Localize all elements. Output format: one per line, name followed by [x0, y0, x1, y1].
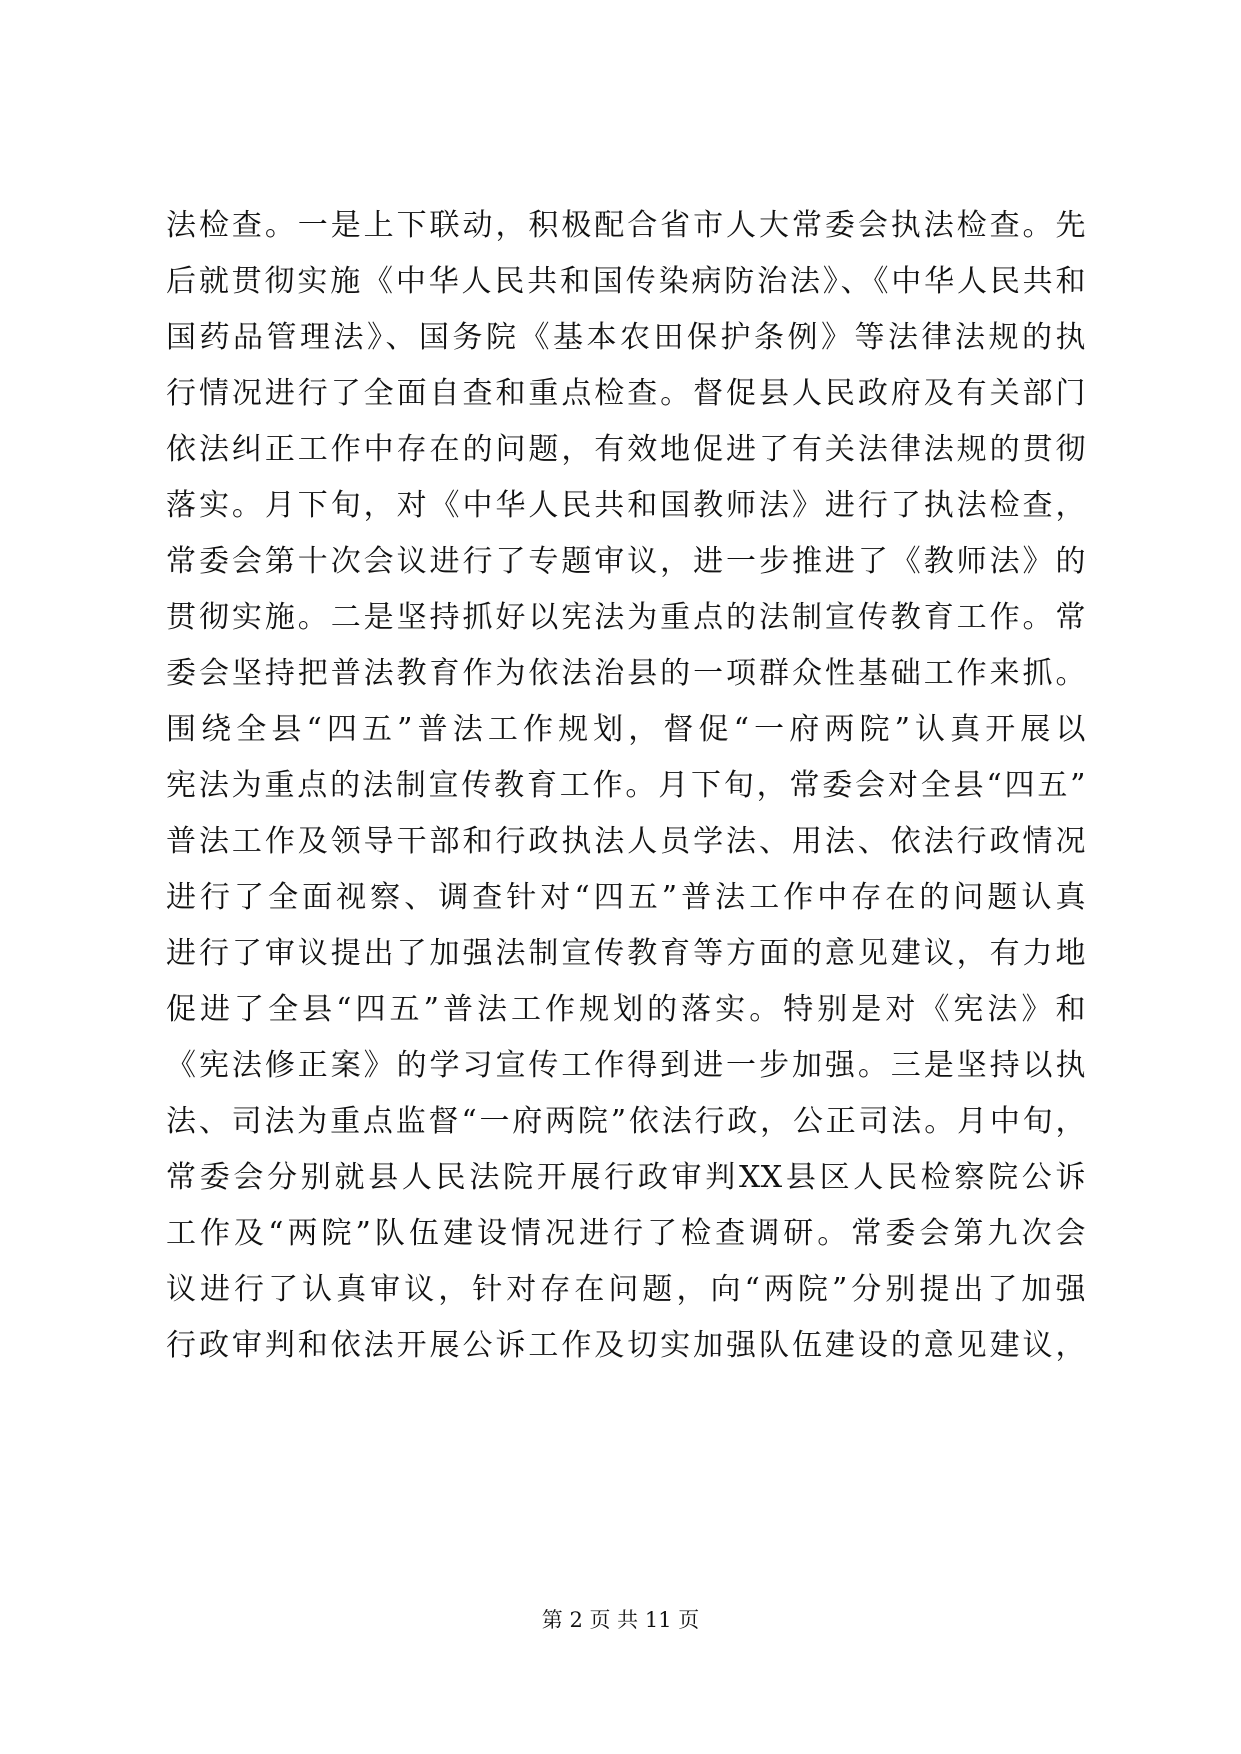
text-line-3: 国药品管理法》、国务院《基本农田保护条例》等法律法规的执: [166, 320, 1086, 355]
text-line-17: 法、司法为重点监督“一府两院”依法行政，公正司法。月中旬，: [166, 1104, 1086, 1139]
text-line-5: 依法纠正工作中存在的问题，有效地促进了有关法律法规的贯彻: [166, 432, 1086, 467]
text-line-20: 议进行了认真审议，针对存在问题，向“两院”分别提出了加强: [166, 1272, 1086, 1307]
text-line-18: 常委会分别就县人民法院开展行政审判XX县区人民检察院公诉: [166, 1160, 1086, 1195]
text-line-13: 进行了全面视察、调查针对“四五”普法工作中存在的问题认真: [166, 880, 1086, 915]
text-line-7: 常委会第十次会议进行了专题审议，进一步推进了《教师法》的: [166, 544, 1086, 579]
text-line-11: 宪法为重点的法制宣传教育工作。月下旬，常委会对全县“四五”: [166, 768, 1086, 803]
text-line-21: 行政审判和依法开展公诉工作及切实加强队伍建设的意见建议，: [166, 1328, 1086, 1363]
text-line-2: 后就贯彻实施《中华人民共和国传染病防治法》、《中华人民共和: [166, 264, 1086, 299]
body-text: [166, 198, 1086, 1374]
text-line-12: 普法工作及领导干部和行政执法人员学法、用法、依法行政情况: [166, 824, 1086, 859]
text-line-15: 促进了全县“四五”普法工作规划的落实。特别是对《宪法》和: [166, 992, 1086, 1027]
text-line-19: 工作及“两院”队伍建设情况进行了检查调研。常委会第九次会: [166, 1216, 1086, 1251]
page-footer: 第 2 页 共 11 页: [541, 1608, 700, 1632]
text-line-9: 委会坚持把普法教育作为依法治县的一项群众性基础工作来抓。: [166, 656, 1086, 691]
text-line-6: 落实。月下旬，对《中华人民共和国教师法》进行了执法检查，: [166, 488, 1086, 523]
text-line-10: 围绕全县“四五”普法工作规划，督促“一府两院”认真开展以: [166, 712, 1086, 747]
text-line-8: 贯彻实施。二是坚持抓好以宪法为重点的法制宣传教育工作。常: [166, 600, 1086, 635]
text-line-1: 法检查。一是上下联动，积极配合省市人大常委会执法检查。先: [166, 208, 1086, 243]
text-line-16: 《宪法修正案》的学习宣传工作得到进一步加强。三是坚持以执: [166, 1048, 1086, 1083]
text-line-14: 进行了审议提出了加强法制宣传教育等方面的意见建议，有力地: [166, 936, 1086, 971]
text-line-4: 行情况进行了全面自查和重点检查。督促县人民政府及有关部门: [166, 376, 1086, 411]
